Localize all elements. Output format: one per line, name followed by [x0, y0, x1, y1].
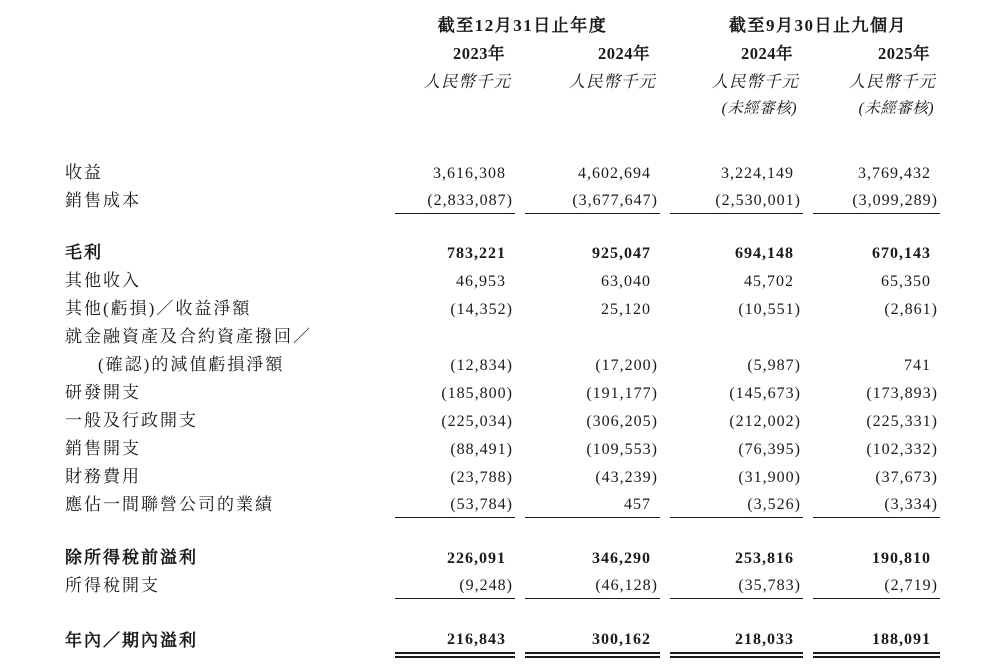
period-group-nine-months: 截至9月30日止九個月: [729, 16, 907, 35]
value-2024-9m: (10,551): [738, 301, 801, 318]
value-2023: 3,616,308: [433, 165, 506, 182]
unit-label: 人民幣千元: [711, 72, 799, 91]
value-2023: (14,352): [450, 301, 513, 318]
unaudited-note: (未經審核): [858, 100, 934, 117]
year-header-2024-9m: 2024年: [741, 44, 793, 63]
value-2024: (46,128): [525, 577, 660, 599]
value-2024: 4,602,694: [578, 165, 651, 182]
row-label: 收益: [65, 163, 103, 182]
spacer-row: [65, 214, 940, 238]
table-row: [65, 434, 940, 462]
period-group-row: [65, 6, 940, 36]
table-row: [65, 406, 940, 434]
row-label: (確認)的減值虧損淨額: [98, 355, 285, 374]
value-2025-9m: 741: [904, 357, 931, 374]
row-label: 應佔一間聯營公司的業績: [65, 495, 274, 514]
table-row: [65, 626, 940, 654]
value-2025-9m: (173,893): [866, 385, 938, 402]
spacer-row: [65, 518, 940, 543]
value-2025-9m: (102,332): [866, 441, 938, 458]
value-2025-9m: 65,350: [881, 273, 931, 290]
table-row: [65, 543, 940, 571]
value-2023: 46,953: [456, 273, 506, 290]
table-header: [65, 6, 940, 158]
year-header-row: [65, 36, 940, 64]
value-2024-9m: (31,900): [738, 469, 801, 486]
value-2025-9m: [813, 330, 940, 350]
value-2024-9m: 45,702: [744, 273, 794, 290]
income-statement-table: [65, 6, 940, 654]
value-2023: (2,833,087): [395, 192, 515, 214]
value-2024-9m: (2,530,001): [670, 192, 803, 214]
value-2023: (88,491): [450, 441, 513, 458]
value-2024-9m: 253,816: [735, 550, 794, 567]
value-2024: (3,677,647): [525, 192, 660, 214]
table-row: [65, 158, 940, 186]
row-label: 毛利: [65, 243, 103, 262]
value-2025-9m: (2,719): [813, 577, 940, 599]
period-group-annual: 截至12月31日止年度: [437, 16, 608, 35]
value-2023: (9,248): [395, 577, 515, 599]
row-label: 財務費用: [65, 467, 141, 486]
currency-unit-row: [65, 64, 940, 92]
value-2025-9m: 188,091: [813, 631, 940, 654]
value-2025-9m: 670,143: [872, 245, 931, 262]
unaudited-note-row: [65, 92, 940, 118]
value-2024: (191,177): [586, 385, 658, 402]
row-label: 其他(虧損)／收益淨額: [65, 299, 252, 318]
value-2025-9m: (3,334): [813, 496, 940, 518]
value-2023: (225,034): [441, 413, 513, 430]
value-2025-9m: 190,810: [872, 550, 931, 567]
value-2024: 63,040: [601, 273, 651, 290]
value-2024: (17,200): [595, 357, 658, 374]
value-2025-9m: (2,861): [884, 301, 938, 318]
value-2024: 300,162: [525, 631, 660, 654]
table-body: [65, 158, 940, 654]
table-row: [65, 322, 940, 350]
value-2024-9m: (3,526): [670, 496, 803, 518]
table-row: [65, 238, 940, 266]
unit-label: 人民幣千元: [568, 72, 656, 91]
row-label: 除所得稅前溢利: [65, 548, 198, 567]
header-body-gap: [65, 118, 940, 158]
value-2025-9m: (3,099,289): [813, 192, 940, 214]
header-spacer: [65, 92, 385, 118]
table-row: [65, 266, 940, 294]
row-label: 銷售開支: [65, 439, 141, 458]
value-2023: 226,091: [447, 550, 506, 567]
value-2025-9m: (225,331): [866, 413, 938, 430]
value-2024: 25,120: [601, 301, 651, 318]
value-2025-9m: (37,673): [875, 469, 938, 486]
header-spacer: [385, 92, 515, 118]
row-label: 一般及行政開支: [65, 411, 198, 430]
value-2024: 925,047: [592, 245, 651, 262]
value-2023: (23,788): [450, 469, 513, 486]
table-row: [65, 378, 940, 406]
value-2024: (306,205): [586, 413, 658, 430]
value-2023: (53,784): [395, 496, 515, 518]
year-header-2023: 2023年: [453, 44, 505, 63]
value-2024: (109,553): [586, 441, 658, 458]
value-2023: 783,221: [447, 245, 506, 262]
table-row: [65, 294, 940, 322]
table-row: [65, 462, 940, 490]
value-2024-9m: (76,395): [738, 441, 801, 458]
row-label: 研發開支: [65, 383, 141, 402]
row-label: 年內／期內溢利: [65, 631, 198, 650]
table-row: [65, 490, 940, 518]
value-2024: (43,239): [595, 469, 658, 486]
header-spacer: [65, 64, 385, 92]
table-row: [65, 571, 940, 599]
unit-label: 人民幣千元: [423, 72, 511, 91]
header-spacer: [515, 92, 660, 118]
header-spacer: [65, 6, 385, 36]
value-2024-9m: (145,673): [729, 385, 801, 402]
value-2023: [395, 330, 515, 350]
row-label: 所得稅開支: [65, 576, 160, 595]
row-label: 就金融資產及合約資產撥回／: [65, 327, 312, 346]
value-2024-9m: [670, 330, 803, 350]
value-2024-9m: (212,002): [729, 413, 801, 430]
value-2024-9m: 694,148: [735, 245, 794, 262]
value-2023: (12,834): [450, 357, 513, 374]
row-label: 其他收入: [65, 271, 141, 290]
value-2023: 216,843: [395, 631, 515, 654]
value-2024-9m: (5,987): [747, 357, 801, 374]
year-header-2025-9m: 2025年: [878, 44, 930, 63]
value-2024-9m: (35,783): [670, 577, 803, 599]
header-spacer: [65, 36, 385, 64]
value-2025-9m: 3,769,432: [858, 165, 931, 182]
unit-label: 人民幣千元: [848, 72, 936, 91]
unaudited-note: (未經審核): [721, 100, 797, 117]
row-label: 銷售成本: [65, 191, 141, 210]
table-row: [65, 186, 940, 214]
value-2024: 457: [525, 496, 660, 518]
spacer-row: [65, 599, 940, 626]
year-header-2024: 2024年: [598, 44, 650, 63]
value-2024-9m: 218,033: [670, 631, 803, 654]
value-2024-9m: 3,224,149: [721, 165, 794, 182]
value-2024: [525, 330, 660, 350]
table-row: [65, 350, 940, 378]
value-2024: 346,290: [592, 550, 651, 567]
value-2023: (185,800): [441, 385, 513, 402]
